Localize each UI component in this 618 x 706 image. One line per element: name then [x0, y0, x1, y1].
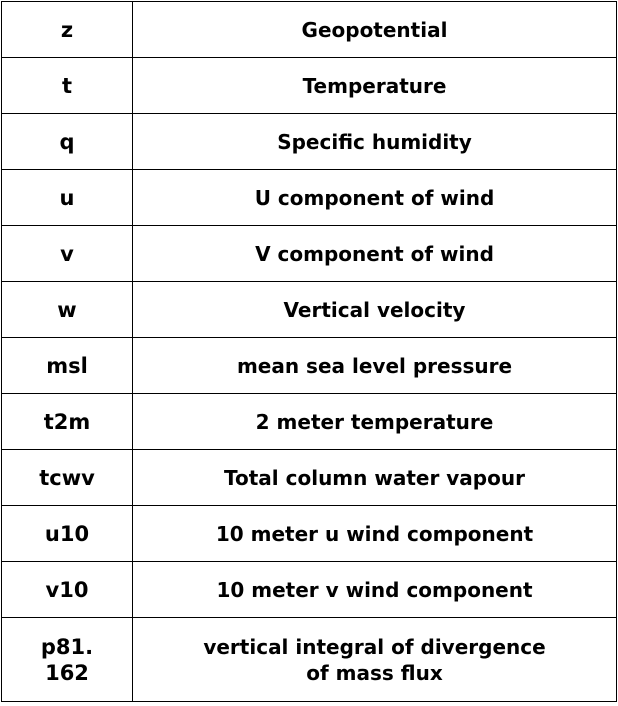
variable-description: U component of wind	[133, 170, 617, 226]
variable-description: Temperature	[133, 58, 617, 114]
table-row	[2, 2, 617, 58]
table-row	[2, 562, 617, 618]
variable-description: 10 meter u wind component	[133, 506, 617, 562]
variable-description	[133, 618, 617, 702]
table-row	[2, 170, 617, 226]
variable-description: Total column water vapour	[133, 450, 617, 506]
table-row	[2, 394, 617, 450]
variable-description-line: of mass flux	[306, 660, 443, 685]
table-row	[2, 506, 617, 562]
variable-description: V component of wind	[133, 226, 617, 282]
variable-code: z	[2, 2, 133, 58]
variable-description: mean sea level pressure	[133, 338, 617, 394]
variable-code: w	[2, 282, 133, 338]
variable-description-line: vertical integral of divergence	[203, 634, 546, 659]
variable-code: t2m	[2, 394, 133, 450]
variable-description: Vertical velocity	[133, 282, 617, 338]
variable-code: v	[2, 226, 133, 282]
table-row	[2, 338, 617, 394]
variable-description: 2 meter temperature	[133, 394, 617, 450]
variables-table	[1, 1, 617, 702]
variable-description: 10 meter v wind component	[133, 562, 617, 618]
table-row	[2, 114, 617, 170]
variable-description: Geopotential	[133, 2, 617, 58]
variable-code: v10	[2, 562, 133, 618]
variable-code: t	[2, 58, 133, 114]
variable-code	[2, 618, 133, 702]
variable-code: q	[2, 114, 133, 170]
variable-code: u	[2, 170, 133, 226]
variable-code-line: p81.	[40, 634, 94, 659]
table-row	[2, 58, 617, 114]
table-row	[2, 282, 617, 338]
variable-code: u10	[2, 506, 133, 562]
variable-code: msl	[2, 338, 133, 394]
table-row	[2, 450, 617, 506]
variable-code-line: 162	[45, 660, 89, 685]
variable-code: tcwv	[2, 450, 133, 506]
variable-description: Specific humidity	[133, 114, 617, 170]
table-row	[2, 226, 617, 282]
table-row	[2, 618, 617, 702]
